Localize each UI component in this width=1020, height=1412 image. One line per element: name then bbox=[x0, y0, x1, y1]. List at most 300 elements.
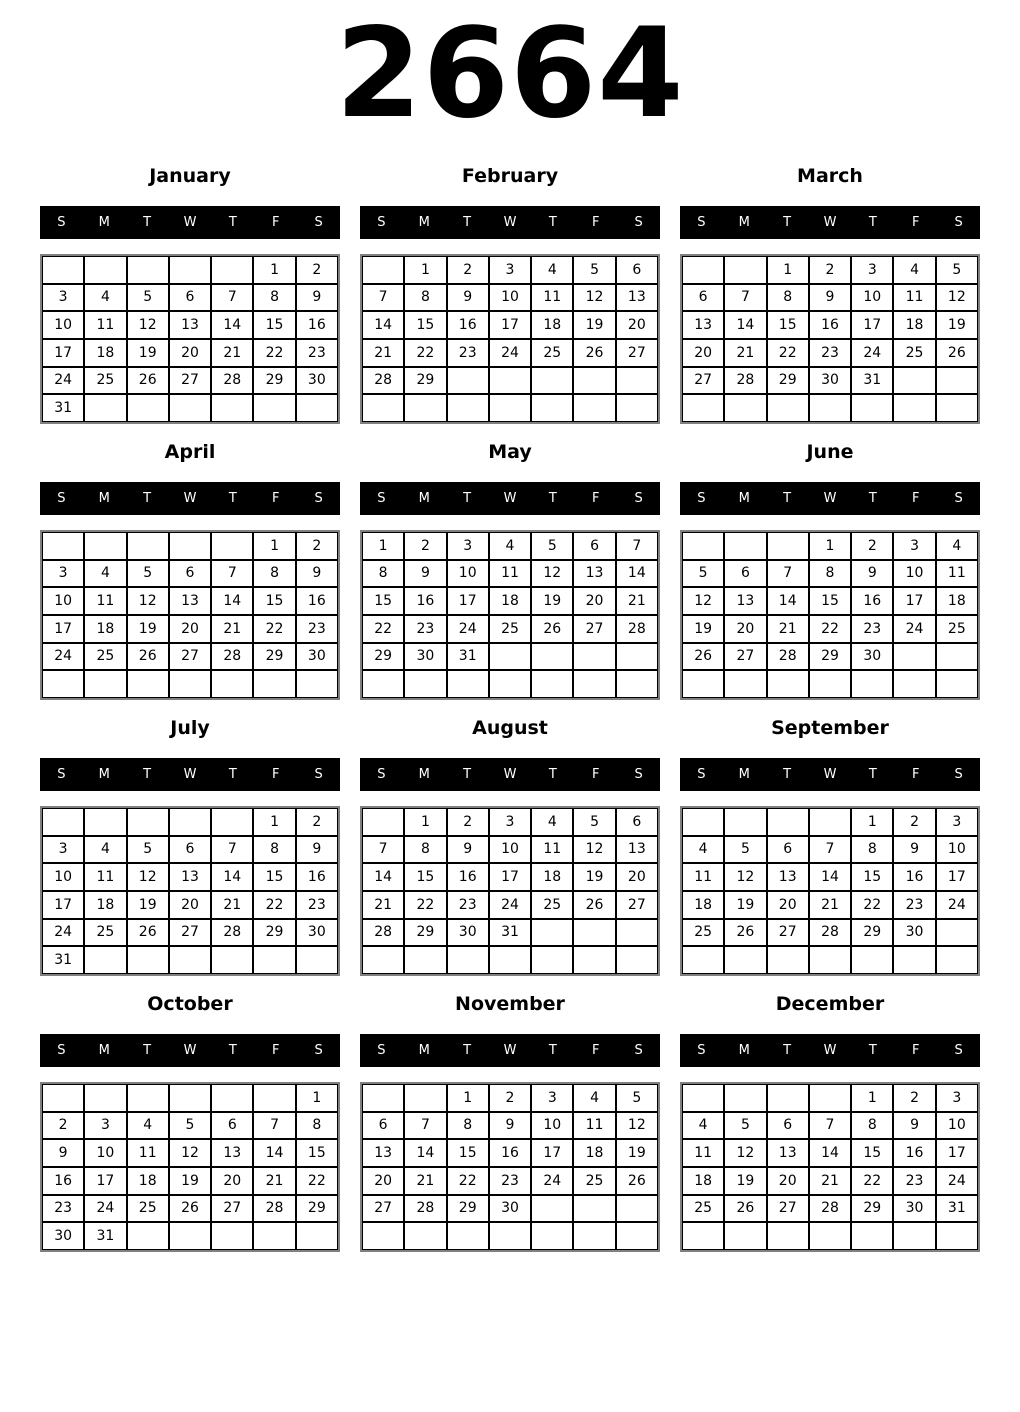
day-cell: 20 bbox=[767, 891, 809, 919]
day-cell: 23 bbox=[296, 891, 338, 919]
day-cell: 2 bbox=[447, 256, 489, 284]
day-cell: 1 bbox=[362, 532, 404, 560]
day-cell: 13 bbox=[682, 311, 724, 339]
day-cell: 14 bbox=[211, 311, 253, 339]
month-title: June bbox=[806, 441, 854, 463]
weekday-label: S bbox=[634, 767, 643, 782]
day-cell: 2 bbox=[893, 1084, 935, 1112]
day-cell: 31 bbox=[84, 1222, 126, 1250]
weekday-label: T bbox=[548, 491, 557, 506]
day-cell-empty bbox=[296, 394, 338, 422]
weekday-label: M bbox=[98, 215, 110, 230]
day-cell-empty bbox=[682, 1084, 724, 1112]
day-cell: 11 bbox=[531, 284, 573, 312]
day-cell: 22 bbox=[809, 615, 851, 643]
day-cell: 26 bbox=[169, 1195, 211, 1223]
day-cell-empty bbox=[531, 946, 573, 974]
day-cell: 1 bbox=[253, 256, 295, 284]
weekday-header-row bbox=[40, 482, 340, 515]
day-cell: 6 bbox=[362, 1112, 404, 1140]
day-cell: 23 bbox=[447, 891, 489, 919]
weekday-header-row bbox=[40, 206, 340, 239]
day-cell: 2 bbox=[447, 808, 489, 836]
day-cell: 20 bbox=[724, 615, 766, 643]
day-cell: 2 bbox=[296, 532, 338, 560]
day-cell-empty bbox=[447, 946, 489, 974]
day-cell: 3 bbox=[447, 532, 489, 560]
day-cell: 26 bbox=[724, 1195, 766, 1223]
weekday-label: S bbox=[377, 767, 386, 782]
day-cell: 24 bbox=[531, 1167, 573, 1195]
day-cell: 23 bbox=[489, 1167, 531, 1195]
day-cell: 13 bbox=[767, 1139, 809, 1167]
day-cell-empty bbox=[893, 670, 935, 698]
month-december bbox=[680, 990, 980, 1252]
month-may bbox=[360, 438, 660, 700]
day-cell-empty bbox=[362, 1084, 404, 1112]
day-cell: 1 bbox=[253, 532, 295, 560]
day-cell: 20 bbox=[169, 615, 211, 643]
day-cell: 20 bbox=[362, 1167, 404, 1195]
day-cell: 29 bbox=[296, 1195, 338, 1223]
day-cell: 22 bbox=[253, 339, 295, 367]
day-cell: 21 bbox=[404, 1167, 446, 1195]
weekday-label: W bbox=[183, 215, 197, 230]
day-cell-empty bbox=[616, 670, 658, 698]
day-cell-empty bbox=[169, 394, 211, 422]
weekday-label: T bbox=[228, 767, 237, 782]
day-cell: 19 bbox=[127, 891, 169, 919]
day-cell-empty bbox=[573, 643, 615, 671]
day-cell-empty bbox=[127, 1222, 169, 1250]
weekday-label: S bbox=[634, 491, 643, 506]
day-cell-empty bbox=[936, 367, 978, 395]
day-cell: 9 bbox=[851, 560, 893, 588]
month-july bbox=[40, 714, 340, 976]
day-cell: 5 bbox=[682, 560, 724, 588]
day-cell: 3 bbox=[489, 808, 531, 836]
day-cell-empty bbox=[253, 946, 295, 974]
day-cell: 14 bbox=[253, 1139, 295, 1167]
day-cell: 25 bbox=[84, 919, 126, 947]
day-cell-empty bbox=[851, 670, 893, 698]
weekday-label: S bbox=[377, 215, 386, 230]
day-cell: 21 bbox=[211, 891, 253, 919]
month-september bbox=[680, 714, 980, 976]
weekday-label: T bbox=[548, 215, 557, 230]
day-cell-empty bbox=[809, 946, 851, 974]
day-cell: 18 bbox=[893, 311, 935, 339]
weekday-label: T bbox=[548, 1043, 557, 1058]
day-cell: 22 bbox=[253, 615, 295, 643]
day-cell-empty bbox=[42, 808, 84, 836]
day-cell: 8 bbox=[296, 1112, 338, 1140]
day-cell: 13 bbox=[211, 1139, 253, 1167]
weekday-label: T bbox=[463, 1043, 472, 1058]
day-cell-empty bbox=[211, 394, 253, 422]
weekday-label: S bbox=[57, 767, 66, 782]
day-cell-empty bbox=[169, 808, 211, 836]
day-cell-empty bbox=[573, 1195, 615, 1223]
day-cell-empty bbox=[84, 532, 126, 560]
day-cell: 11 bbox=[531, 836, 573, 864]
weekday-label: S bbox=[954, 215, 963, 230]
day-cell: 15 bbox=[851, 1139, 893, 1167]
day-cell: 29 bbox=[851, 1195, 893, 1223]
day-cell-empty bbox=[936, 670, 978, 698]
weekday-label: W bbox=[503, 215, 517, 230]
weekday-label: S bbox=[377, 491, 386, 506]
day-cell: 20 bbox=[682, 339, 724, 367]
day-cell: 16 bbox=[851, 587, 893, 615]
weekday-label: S bbox=[57, 1043, 66, 1058]
weekday-label: T bbox=[868, 215, 877, 230]
day-cell-empty bbox=[84, 394, 126, 422]
day-cell-empty bbox=[809, 670, 851, 698]
months-grid bbox=[40, 162, 980, 1252]
day-cell: 29 bbox=[767, 367, 809, 395]
day-cell: 11 bbox=[84, 863, 126, 891]
day-cell-empty bbox=[682, 394, 724, 422]
day-cell: 28 bbox=[809, 919, 851, 947]
day-cell: 30 bbox=[447, 919, 489, 947]
weekday-label: T bbox=[143, 767, 152, 782]
weekday-label: T bbox=[228, 1043, 237, 1058]
day-cell: 24 bbox=[42, 919, 84, 947]
day-cell: 14 bbox=[211, 587, 253, 615]
day-cell: 9 bbox=[893, 1112, 935, 1140]
weekday-label: M bbox=[738, 1043, 750, 1058]
day-cell: 4 bbox=[531, 256, 573, 284]
day-cell-empty bbox=[253, 1222, 295, 1250]
day-cell: 18 bbox=[682, 891, 724, 919]
day-cell-empty bbox=[253, 670, 295, 698]
day-cell: 9 bbox=[447, 836, 489, 864]
day-cell: 3 bbox=[42, 284, 84, 312]
day-cell-empty bbox=[127, 532, 169, 560]
month-title: October bbox=[147, 993, 233, 1015]
day-cell-empty bbox=[296, 946, 338, 974]
day-cell-empty bbox=[84, 1084, 126, 1112]
day-cell-empty bbox=[404, 1222, 446, 1250]
day-cell: 17 bbox=[489, 863, 531, 891]
day-cell-empty bbox=[211, 1222, 253, 1250]
day-cell-empty bbox=[211, 670, 253, 698]
day-cell: 23 bbox=[404, 615, 446, 643]
month-title: February bbox=[461, 165, 559, 187]
weekday-header-row bbox=[680, 206, 980, 239]
day-cell: 17 bbox=[531, 1139, 573, 1167]
day-cell: 12 bbox=[573, 284, 615, 312]
day-cell: 24 bbox=[936, 891, 978, 919]
day-cell: 14 bbox=[616, 560, 658, 588]
day-cell: 28 bbox=[404, 1195, 446, 1223]
day-cell: 4 bbox=[531, 808, 573, 836]
day-cell: 17 bbox=[893, 587, 935, 615]
day-cell: 14 bbox=[362, 311, 404, 339]
day-cell: 21 bbox=[809, 1167, 851, 1195]
day-cell: 16 bbox=[42, 1167, 84, 1195]
weekday-label: S bbox=[57, 215, 66, 230]
day-cell-empty bbox=[573, 1222, 615, 1250]
day-cell-empty bbox=[84, 808, 126, 836]
day-cell-empty bbox=[127, 946, 169, 974]
day-cell: 9 bbox=[42, 1139, 84, 1167]
day-cell: 7 bbox=[809, 1112, 851, 1140]
day-cell: 20 bbox=[767, 1167, 809, 1195]
day-cell-empty bbox=[851, 1222, 893, 1250]
day-cell: 5 bbox=[127, 560, 169, 588]
day-cell: 25 bbox=[84, 367, 126, 395]
day-cell-empty bbox=[211, 1084, 253, 1112]
day-cell-empty bbox=[127, 256, 169, 284]
day-cell: 23 bbox=[851, 615, 893, 643]
weekday-header-row bbox=[680, 1034, 980, 1067]
weekday-label: S bbox=[634, 215, 643, 230]
day-cell: 16 bbox=[447, 311, 489, 339]
day-cell: 8 bbox=[809, 560, 851, 588]
weekday-label: M bbox=[418, 767, 430, 782]
weekday-label: M bbox=[738, 491, 750, 506]
day-cell: 30 bbox=[851, 643, 893, 671]
day-cell: 26 bbox=[573, 339, 615, 367]
day-cell: 19 bbox=[573, 311, 615, 339]
day-cell: 4 bbox=[84, 560, 126, 588]
day-cell: 1 bbox=[296, 1084, 338, 1112]
day-cell: 5 bbox=[724, 1112, 766, 1140]
day-grid bbox=[360, 530, 660, 700]
day-cell: 15 bbox=[404, 863, 446, 891]
day-cell-empty bbox=[404, 1084, 446, 1112]
day-cell: 8 bbox=[404, 836, 446, 864]
day-cell: 31 bbox=[851, 367, 893, 395]
day-cell: 17 bbox=[489, 311, 531, 339]
day-cell: 12 bbox=[724, 863, 766, 891]
day-cell-empty bbox=[682, 946, 724, 974]
day-cell: 8 bbox=[404, 284, 446, 312]
day-cell-empty bbox=[682, 256, 724, 284]
weekday-label: F bbox=[271, 1043, 280, 1058]
weekday-label: M bbox=[738, 215, 750, 230]
day-cell-empty bbox=[616, 919, 658, 947]
day-cell: 7 bbox=[767, 560, 809, 588]
weekday-label: S bbox=[697, 215, 706, 230]
day-cell: 9 bbox=[893, 836, 935, 864]
day-cell: 24 bbox=[936, 1167, 978, 1195]
day-cell: 24 bbox=[42, 643, 84, 671]
day-cell: 24 bbox=[489, 339, 531, 367]
day-cell: 7 bbox=[211, 284, 253, 312]
day-cell: 18 bbox=[84, 891, 126, 919]
day-cell: 19 bbox=[169, 1167, 211, 1195]
day-cell: 21 bbox=[616, 587, 658, 615]
day-cell: 10 bbox=[936, 836, 978, 864]
weekday-label: T bbox=[868, 491, 877, 506]
day-cell: 17 bbox=[42, 339, 84, 367]
day-cell: 28 bbox=[724, 367, 766, 395]
day-cell: 13 bbox=[616, 284, 658, 312]
day-cell: 15 bbox=[447, 1139, 489, 1167]
day-grid bbox=[40, 530, 340, 700]
day-cell: 27 bbox=[616, 891, 658, 919]
day-cell-empty bbox=[362, 946, 404, 974]
day-cell: 22 bbox=[404, 891, 446, 919]
day-cell-empty bbox=[489, 367, 531, 395]
day-cell: 29 bbox=[851, 919, 893, 947]
day-cell: 25 bbox=[682, 919, 724, 947]
day-cell: 26 bbox=[573, 891, 615, 919]
weekday-label: S bbox=[954, 767, 963, 782]
day-cell: 31 bbox=[936, 1195, 978, 1223]
day-cell: 14 bbox=[767, 587, 809, 615]
weekday-label: T bbox=[868, 767, 877, 782]
day-cell: 28 bbox=[253, 1195, 295, 1223]
weekday-label: T bbox=[868, 1043, 877, 1058]
month-january bbox=[40, 162, 340, 424]
day-cell: 19 bbox=[127, 339, 169, 367]
day-cell-empty bbox=[573, 919, 615, 947]
day-cell: 22 bbox=[404, 339, 446, 367]
day-cell-empty bbox=[851, 946, 893, 974]
day-cell: 25 bbox=[531, 891, 573, 919]
day-cell: 16 bbox=[296, 587, 338, 615]
day-cell: 30 bbox=[893, 919, 935, 947]
day-cell: 10 bbox=[42, 863, 84, 891]
weekday-header-row bbox=[40, 758, 340, 791]
day-cell: 14 bbox=[362, 863, 404, 891]
day-cell-empty bbox=[573, 670, 615, 698]
day-cell-empty bbox=[682, 808, 724, 836]
day-cell: 30 bbox=[296, 367, 338, 395]
day-cell: 14 bbox=[404, 1139, 446, 1167]
day-cell-empty bbox=[724, 256, 766, 284]
day-cell-empty bbox=[42, 1084, 84, 1112]
day-cell: 29 bbox=[253, 367, 295, 395]
day-cell: 5 bbox=[169, 1112, 211, 1140]
day-cell: 3 bbox=[84, 1112, 126, 1140]
day-cell: 22 bbox=[296, 1167, 338, 1195]
day-cell: 24 bbox=[489, 891, 531, 919]
day-cell: 11 bbox=[489, 560, 531, 588]
weekday-header-row bbox=[360, 1034, 660, 1067]
day-cell-empty bbox=[84, 256, 126, 284]
day-cell: 29 bbox=[253, 919, 295, 947]
day-cell: 3 bbox=[531, 1084, 573, 1112]
day-cell-empty bbox=[169, 946, 211, 974]
day-cell: 15 bbox=[253, 587, 295, 615]
day-cell: 16 bbox=[296, 863, 338, 891]
day-cell-empty bbox=[404, 394, 446, 422]
day-cell: 23 bbox=[296, 615, 338, 643]
day-grid bbox=[360, 806, 660, 976]
day-cell: 3 bbox=[936, 1084, 978, 1112]
day-grid bbox=[680, 806, 980, 976]
day-cell: 2 bbox=[489, 1084, 531, 1112]
day-grid bbox=[40, 254, 340, 424]
weekday-label: M bbox=[98, 767, 110, 782]
day-cell-empty bbox=[404, 946, 446, 974]
day-cell-empty bbox=[616, 1222, 658, 1250]
day-cell-empty bbox=[531, 670, 573, 698]
day-cell: 20 bbox=[169, 891, 211, 919]
day-cell: 26 bbox=[127, 919, 169, 947]
day-cell: 11 bbox=[84, 311, 126, 339]
day-cell-empty bbox=[531, 919, 573, 947]
day-cell-empty bbox=[211, 532, 253, 560]
day-cell: 30 bbox=[404, 643, 446, 671]
day-cell: 29 bbox=[809, 643, 851, 671]
day-cell-empty bbox=[936, 946, 978, 974]
weekday-label: F bbox=[911, 215, 920, 230]
day-cell: 9 bbox=[489, 1112, 531, 1140]
day-cell: 10 bbox=[42, 311, 84, 339]
day-cell-empty bbox=[573, 394, 615, 422]
day-cell: 1 bbox=[447, 1084, 489, 1112]
weekday-header-row bbox=[360, 482, 660, 515]
day-cell: 28 bbox=[809, 1195, 851, 1223]
day-cell-empty bbox=[531, 1195, 573, 1223]
day-cell: 8 bbox=[362, 560, 404, 588]
day-cell: 2 bbox=[893, 808, 935, 836]
day-cell: 18 bbox=[127, 1167, 169, 1195]
day-cell-empty bbox=[84, 670, 126, 698]
day-cell: 19 bbox=[936, 311, 978, 339]
day-cell: 4 bbox=[936, 532, 978, 560]
day-cell: 2 bbox=[404, 532, 446, 560]
day-cell: 25 bbox=[127, 1195, 169, 1223]
day-cell: 30 bbox=[489, 1195, 531, 1223]
day-cell: 12 bbox=[724, 1139, 766, 1167]
day-cell: 16 bbox=[893, 1139, 935, 1167]
day-cell: 4 bbox=[127, 1112, 169, 1140]
day-cell-empty bbox=[573, 946, 615, 974]
day-cell: 25 bbox=[573, 1167, 615, 1195]
weekday-label: T bbox=[463, 215, 472, 230]
day-cell: 27 bbox=[724, 643, 766, 671]
day-grid bbox=[40, 1082, 340, 1252]
day-grid bbox=[40, 806, 340, 976]
day-cell: 19 bbox=[531, 587, 573, 615]
day-cell: 13 bbox=[362, 1139, 404, 1167]
day-cell: 20 bbox=[616, 311, 658, 339]
day-cell: 26 bbox=[936, 339, 978, 367]
day-cell: 8 bbox=[253, 560, 295, 588]
day-cell: 21 bbox=[767, 615, 809, 643]
weekday-label: W bbox=[183, 491, 197, 506]
day-cell: 2 bbox=[851, 532, 893, 560]
day-cell-empty bbox=[767, 670, 809, 698]
day-cell-empty bbox=[489, 670, 531, 698]
day-cell: 4 bbox=[682, 836, 724, 864]
day-cell-empty bbox=[809, 1222, 851, 1250]
day-cell: 27 bbox=[682, 367, 724, 395]
day-cell: 21 bbox=[253, 1167, 295, 1195]
day-cell: 29 bbox=[404, 919, 446, 947]
day-cell: 6 bbox=[767, 836, 809, 864]
day-cell-empty bbox=[724, 946, 766, 974]
year-title: 2664 bbox=[335, 2, 685, 146]
weekday-label: T bbox=[143, 215, 152, 230]
day-cell: 6 bbox=[767, 1112, 809, 1140]
weekday-label: S bbox=[697, 1043, 706, 1058]
weekday-header-row bbox=[680, 758, 980, 791]
day-cell-empty bbox=[489, 946, 531, 974]
weekday-label: S bbox=[697, 491, 706, 506]
day-cell: 30 bbox=[893, 1195, 935, 1223]
day-cell: 26 bbox=[127, 367, 169, 395]
day-cell: 6 bbox=[616, 256, 658, 284]
day-cell-empty bbox=[936, 919, 978, 947]
